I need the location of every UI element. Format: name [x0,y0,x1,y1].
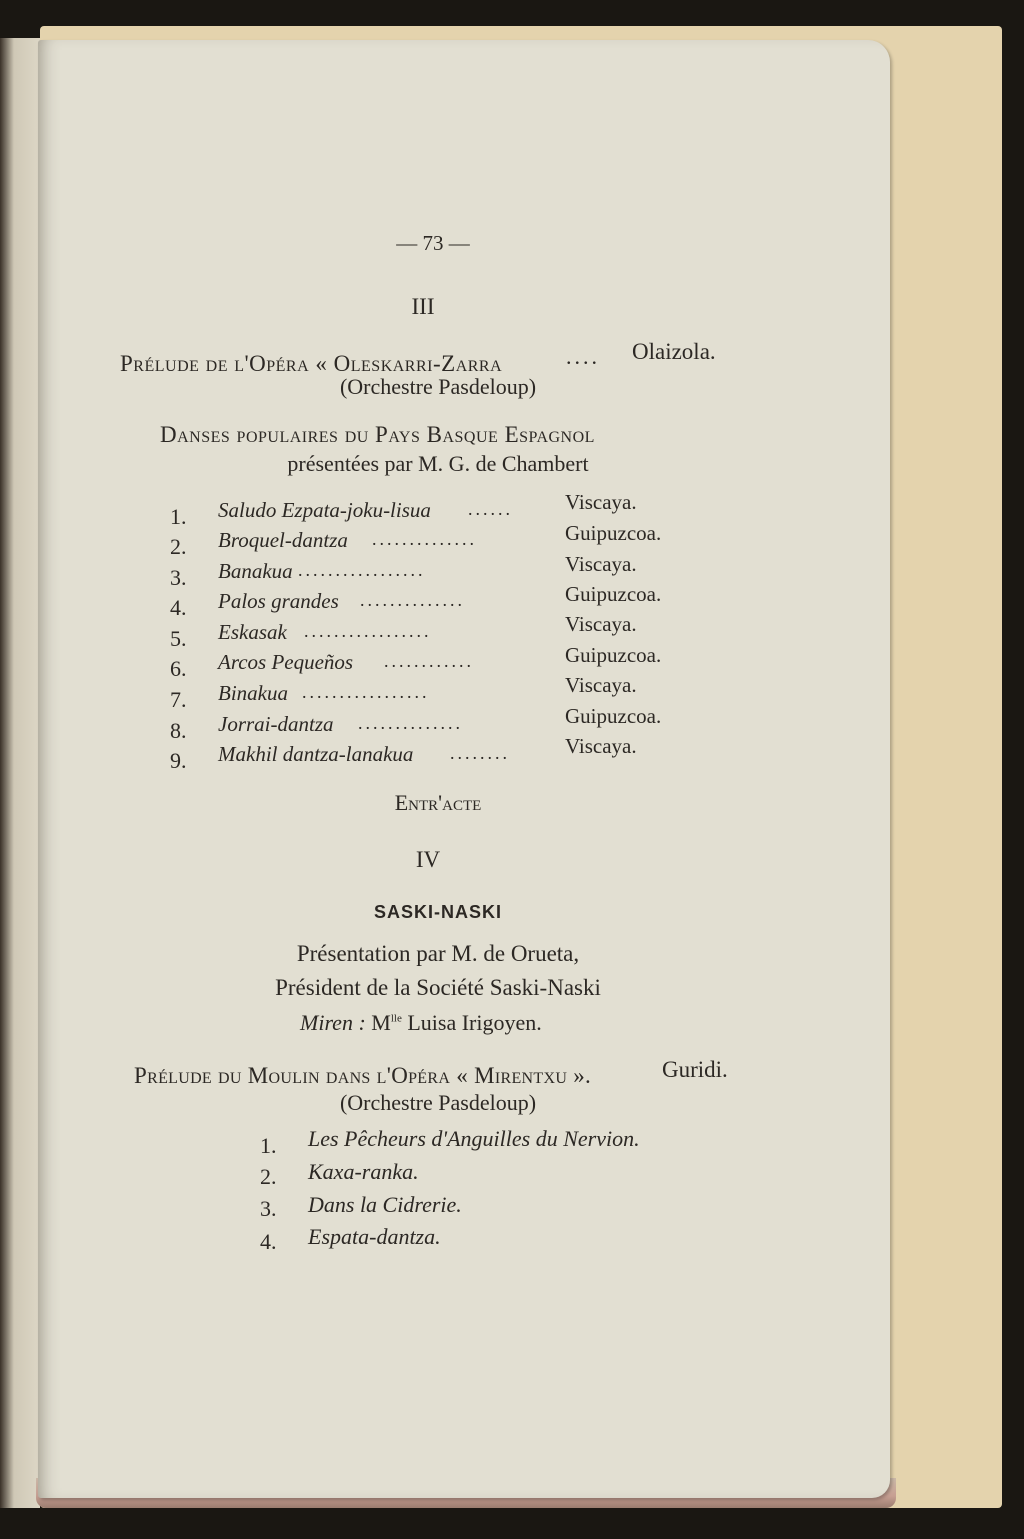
dance-leader-dots: ...... [468,499,513,519]
item-number: 1. [260,1133,277,1158]
miren-label: Miren : [300,1010,366,1035]
dance-leader-dots: .............. [372,529,477,549]
presentation-line: Présentation par M. de Orueta, [296,941,580,966]
dance-leader-dots: ............ [384,651,474,671]
dance-leader-dots: ................. [302,682,430,702]
dance-region: Guipuzcoa. [565,704,662,728]
dance-title: Broquel-dantza [218,528,348,552]
dance-leader-dots: .............. [358,713,463,733]
dance-region: Viscaya. [565,490,637,514]
dance-leader-dots: .............. [360,590,465,610]
dance-title: Eskasak [218,620,287,644]
dance-title: Palos grandes [218,589,339,613]
item-title: Espata-dantza. [308,1224,441,1249]
dance-title: Banakua [218,559,293,583]
facing-page-edge [0,38,40,1508]
miren-role-line [300,1012,542,1034]
miren-mlle-sup: lle [390,1012,402,1025]
orchestra-label-2: (Orchestre Pasdeloup) [339,1090,537,1115]
dance-number: 5. [170,626,187,651]
dance-leader-dots: ................. [298,560,426,580]
dance-title: Binakua [218,681,288,705]
dances-heading: Danses populaires du Pays Basque Espagnol [160,422,595,447]
dance-region: Guipuzcoa. [565,521,662,545]
miren-mlle: M [371,1010,391,1035]
president-line: Président de la Société Saski-Naski [275,975,601,1000]
item-title: Les Pêcheurs d'Anguilles du Nervion. [308,1126,640,1151]
dance-leader-dots: ................. [304,621,432,641]
item-number: 3. [260,1196,277,1221]
section-4-numeral: IV [415,847,441,872]
dance-title: Saludo Ezpata-joku-lisua [218,498,431,522]
dance-title: Makhil dantza-lanakua [218,742,414,766]
dance-region: Viscaya. [565,612,637,636]
dance-region: Viscaya. [565,734,637,758]
dance-title: Arcos Pequeños [218,650,354,674]
prelude-oleskarri-title: Prélude de l'Opéra « Oleskarri-Zarra [120,351,503,376]
composer-olaizola: Olaizola. [632,339,716,364]
dance-region: Guipuzcoa. [565,582,662,606]
prelude-oleskarri-dots: .... [566,344,600,369]
miren-name: Luisa Irigoyen. [407,1010,542,1035]
item-title: Kaxa-ranka. [308,1159,419,1184]
dance-number: 6. [170,656,187,681]
page-number: — 73 — [396,231,470,255]
dance-leader-dots: ........ [450,743,510,763]
orchestra-label-1: (Orchestre Pasdeloup) [339,374,537,399]
dance-number: 4. [170,595,187,620]
item-number: 2. [260,1164,277,1189]
dance-number: 2. [170,534,187,559]
presented-by: présentées par M. G. de Chambert [287,451,589,476]
book-page [38,40,890,1498]
dance-number: 3. [170,565,187,590]
composer-guridi: Guridi. [662,1057,728,1082]
saski-naski-title: SASKI-NASKI [373,902,502,922]
dance-region: Guipuzcoa. [565,643,662,667]
dance-number: 8. [170,718,187,743]
dance-number: 1. [170,504,187,529]
entracte-heading: Entr'acte [394,790,482,815]
dance-number: 9. [170,748,187,773]
dance-number: 7. [170,687,187,712]
prelude-mirentxu-title: Prélude du Moulin dans l'Opéra « Mirentxu ». [134,1063,592,1088]
item-number: 4. [260,1229,277,1254]
dance-region: Viscaya. [565,552,637,576]
dance-title: Jorrai-dantza [218,712,334,736]
section-3-numeral: III [411,294,435,319]
item-title: Dans la Cidrerie. [308,1192,462,1217]
dance-region: Viscaya. [565,673,637,697]
